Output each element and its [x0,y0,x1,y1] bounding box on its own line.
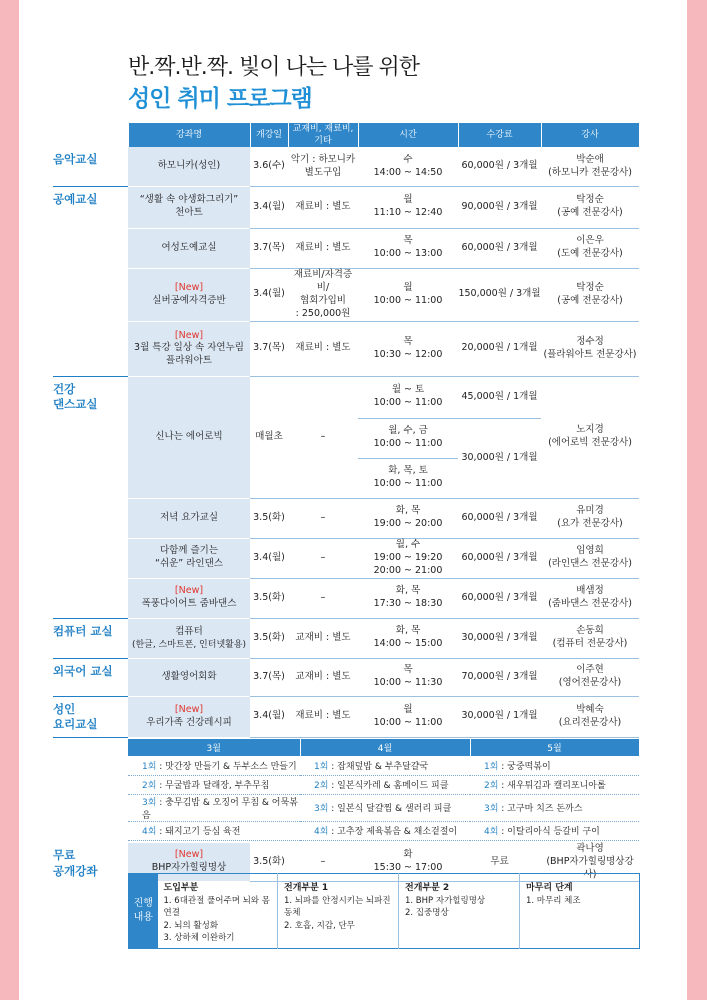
course-name-text: BHP자가힐링명상 [151,862,227,874]
recipe-item: 3회 : 충무김밥 & 오징어 무침 & 어묵볶음 [128,794,300,821]
course-teacher: 박순애 (하모니카 전문강사) [541,147,639,186]
course-time: 화 15:30 ~ 17:00 [358,843,458,882]
session-number: 4회 [314,827,329,837]
step-title: 전개부분 1 [284,883,329,893]
course-time: 월 11:10 ~ 12:40 [358,186,458,228]
course-start: 3.4(월) [250,538,288,578]
step-title: 마무리 단계 [526,883,573,893]
course-teacher: 정수정 (플라워아트 전문강사) [541,321,639,376]
course-time: 월 10:00 ~ 11:00 [358,268,458,321]
course-material: 재료비 : 별도 [288,186,358,228]
course-time: 목 10:30 ~ 12:00 [358,321,458,376]
course-name: 하모니카(성인) [128,147,250,186]
header-teacher: 강사 [541,123,639,147]
step-items: 1. 6대관절 풀어주며 뇌와 몸 연결 2. 뇌의 활성화 3. 상하체 이완하기 [163,896,270,943]
course-fee: 90,000원 / 3개월 [458,186,541,228]
course-material: 재료비/자격증비/ 협회가입비 : 250,000원 [288,268,358,321]
course-fee: 60,000원 / 3개월 [458,538,541,578]
session-number: 4회 [484,827,499,837]
category-computer: 컴퓨터 교실 [53,618,128,658]
step-items: 1. BHP 자가힐링명상 2. 집중명상 [405,896,486,919]
category-music: 음악교실 [53,147,128,186]
course-material: 교재비 : 별도 [288,658,358,696]
course-name-text: 실버공예자격증반 [152,294,226,306]
table-row [53,147,639,186]
course-time: 월, 수, 금 10:00 ~ 11:00 [358,418,458,458]
table-row [53,186,639,228]
new-badge: [New] [174,281,204,293]
session-number: 2회 [142,781,157,791]
course-teacher: 이은우 (도예 전문강사) [541,228,639,268]
page-title: 성인 취미 프로그램 [128,86,312,112]
new-badge: [New] [174,849,204,861]
course-time: 월 ~ 토 10:00 ~ 11:00 [358,376,458,418]
course-name: “생활 속 야생화그리기” 천아트 [128,186,250,228]
course-table [53,123,640,738]
course-name: 저녁 요가교실 [128,498,250,538]
program-label: 진행 내용 [129,874,158,949]
course-material: – [288,843,358,882]
category-dance: 건강 댄스교실 [53,376,128,618]
table-row [53,498,639,538]
header-time: 시간 [358,123,458,147]
session-number: 3회 [484,804,499,814]
recipe-item: 3회 : 고구마 치즈 돈까스 [470,794,639,821]
recipe-item: 4회 : 이탈리아식 등갈비 구이 [470,821,639,840]
step-items: 1. 마무리 체조 [526,896,581,907]
course-material: 재료비 : 별도 [288,696,358,737]
course-start: 3.5(화) [250,843,288,882]
new-badge: [New] [174,329,204,341]
header-start: 개강일 [250,123,288,147]
header-material: 교재비, 재료비,기타 [288,123,358,147]
course-material: – [288,578,358,618]
table-row [53,618,639,658]
recipe-schedule [128,739,640,841]
course-time: 월, 수 19:00 ~ 19:20 20:00 ~ 21:00 [358,538,458,578]
course-start: 3.6(수) [250,147,288,186]
course-material: – [288,498,358,538]
month-header: 5월 [470,739,639,756]
table-row [53,538,639,578]
course-teacher: 곽나영 (BHP자가힐링명상강사) [541,843,639,882]
course-fee: 60,000원 / 3개월 [458,147,541,186]
course-fee: 60,000원 / 3개월 [458,498,541,538]
course-name-text: 폭풍다이어트 줌바댄스 [141,598,237,610]
course-name [128,268,250,321]
course-start: 매월초 [250,376,288,498]
course-name [128,321,250,376]
course-fee: 30,000원 / 1개월 [458,696,541,737]
course-start: 3.7(목) [250,321,288,376]
month-header: 4월 [300,739,470,756]
course-material: 재료비 : 별도 [288,228,358,268]
step-title: 도입부분 [163,883,199,893]
table-row [53,696,639,737]
recipe-item: 2회 : 무굴밥과 달래장, 부추무침 [128,775,300,794]
course-fee: 30,000원 / 3개월 [458,618,541,658]
course-time: 화, 목 19:00 ~ 20:00 [358,498,458,538]
course-fee: 60,000원 / 3개월 [458,228,541,268]
table-row [53,268,639,321]
recipe-item: 1회 : 맛간장 만들기 & 두부소스 만들기 [128,756,300,775]
course-start: 3.7(목) [250,658,288,696]
table-row [53,321,639,376]
category-cook: 성인 요리교실 [53,696,128,737]
course-teacher: 배샘정 (줌바댄스 전문강사) [541,578,639,618]
table-row [53,658,639,696]
table-row [53,578,639,618]
program-step [520,874,640,949]
program-step [399,874,520,949]
course-fee: 150,000원 / 3개월 [458,268,541,321]
course-time: 화, 목, 토 10:00 ~ 11:00 [358,458,458,498]
recipe-item: 1회 : 잡채덮밥 & 부추달걀국 [300,756,470,775]
course-teacher: 손동희 (컴퓨터 전문강사) [541,618,639,658]
header-course: 강좌명 [128,123,250,147]
course-material: 교재비 : 별도 [288,618,358,658]
course-name: 신나는 에어로빅 [128,376,250,498]
recipe-item: 1회 : 궁중떡볶이 [470,756,639,775]
course-time: 월 10:00 ~ 11:00 [358,696,458,737]
course-name-text: 3월 특강 일상 속 자연누림 플라워아트 [134,342,244,367]
course-fee: 70,000원 / 3개월 [458,658,541,696]
recipe-item: 4회 : 돼지고기 등심 육전 [128,821,300,840]
program-step [158,874,278,949]
course-teacher: 탁정순 (공예 전문강사) [541,268,639,321]
category-foreign: 외국어 교실 [53,658,128,696]
course-name [128,578,250,618]
course-teacher: 이주현 (영어전문강사) [541,658,639,696]
course-material: 악기 : 하모니카 별도구입 [288,147,358,186]
step-title: 전개부분 2 [405,883,450,893]
recipe-item: 4회 : 고추장 제육볶음 & 채소겉절이 [300,821,470,840]
course-start: 3.5(화) [250,618,288,658]
category-free: 무료 공개강좌 [53,848,98,878]
page-subtitle: 반.짝.반.짝. 빛이 나는 나를 위한 [128,55,419,80]
month-header: 3월 [128,739,300,756]
recipe-item: 2회 : 새우튀김과 캘리포니아롤 [470,775,639,794]
session-number: 1회 [142,761,157,772]
course-name-text: 컴퓨터 [175,625,203,637]
course-start: 3.5(화) [250,578,288,618]
course-fee: 무료 [458,843,541,882]
session-number: 3회 [314,804,329,814]
course-name: 여성도예교실 [128,228,250,268]
course-time: 화, 목 17:30 ~ 18:30 [358,578,458,618]
course-start: 3.4(월) [250,186,288,228]
course-material: 재료비 : 별도 [288,321,358,376]
recipe-item: 2회 : 일본식카레 & 홈메이드 피클 [300,775,470,794]
course-fee: 30,000원 / 1개월 [458,418,541,498]
session-number: 2회 [314,781,329,791]
course-teacher: 유미경 (요가 전문강사) [541,498,639,538]
course-time: 목 10:00 ~ 11:30 [358,658,458,696]
session-number: 2회 [484,781,499,791]
recipe-item: 3회 : 일본식 달걀찜 & 샐러리 피클 [300,794,470,821]
course-time: 화, 목 14:00 ~ 15:00 [358,618,458,658]
course-start: 3.5(화) [250,498,288,538]
course-name: 생활영어회화 [128,658,250,696]
course-subtitle: (한글, 스마트폰, 인터넷활용) [131,639,247,650]
course-fee: 20,000원 / 1개월 [458,321,541,376]
new-badge: [New] [174,703,204,715]
step-items: 1. 뇌파를 안정시키는 뇌파진동체 2. 호흡, 지감, 단무 [284,896,391,931]
course-teacher: 탁정순 (공예 전문강사) [541,186,639,228]
course-name-text: 우리가족 건강레시피 [146,716,232,728]
course-material: – [288,376,358,498]
session-number: 3회 [142,797,157,808]
session-number: 4회 [142,827,157,837]
table-row [53,228,639,268]
session-number: 1회 [484,761,499,772]
course-time: 목 10:00 ~ 13:00 [358,228,458,268]
course-name [128,696,250,737]
category-craft: 공예교실 [53,186,128,376]
program-content [128,873,640,949]
header-fee: 수강료 [458,123,541,147]
course-fee: 45,000원 / 1개월 [458,376,541,418]
course-teacher: 노지경 (에어로빅 전문강사) [541,376,639,498]
course-material: – [288,538,358,578]
course-name: 다함께 즐기는 “쉬운” 라인댄스 [128,538,250,578]
course-teacher: 박혜숙 (요리전문강사) [541,696,639,737]
program-step [278,874,399,949]
table-row [53,376,639,418]
course-teacher: 임영희 (라인댄스 전문강사) [541,538,639,578]
course-start: 3.7(목) [250,228,288,268]
course-start: 3.4(월) [250,696,288,737]
course-time: 수 14:00 ~ 14:50 [358,147,458,186]
course-name [128,618,250,658]
new-badge: [New] [174,585,204,597]
session-number: 1회 [314,761,329,772]
course-fee: 60,000원 / 3개월 [458,578,541,618]
course-start: 3.4(월) [250,268,288,321]
